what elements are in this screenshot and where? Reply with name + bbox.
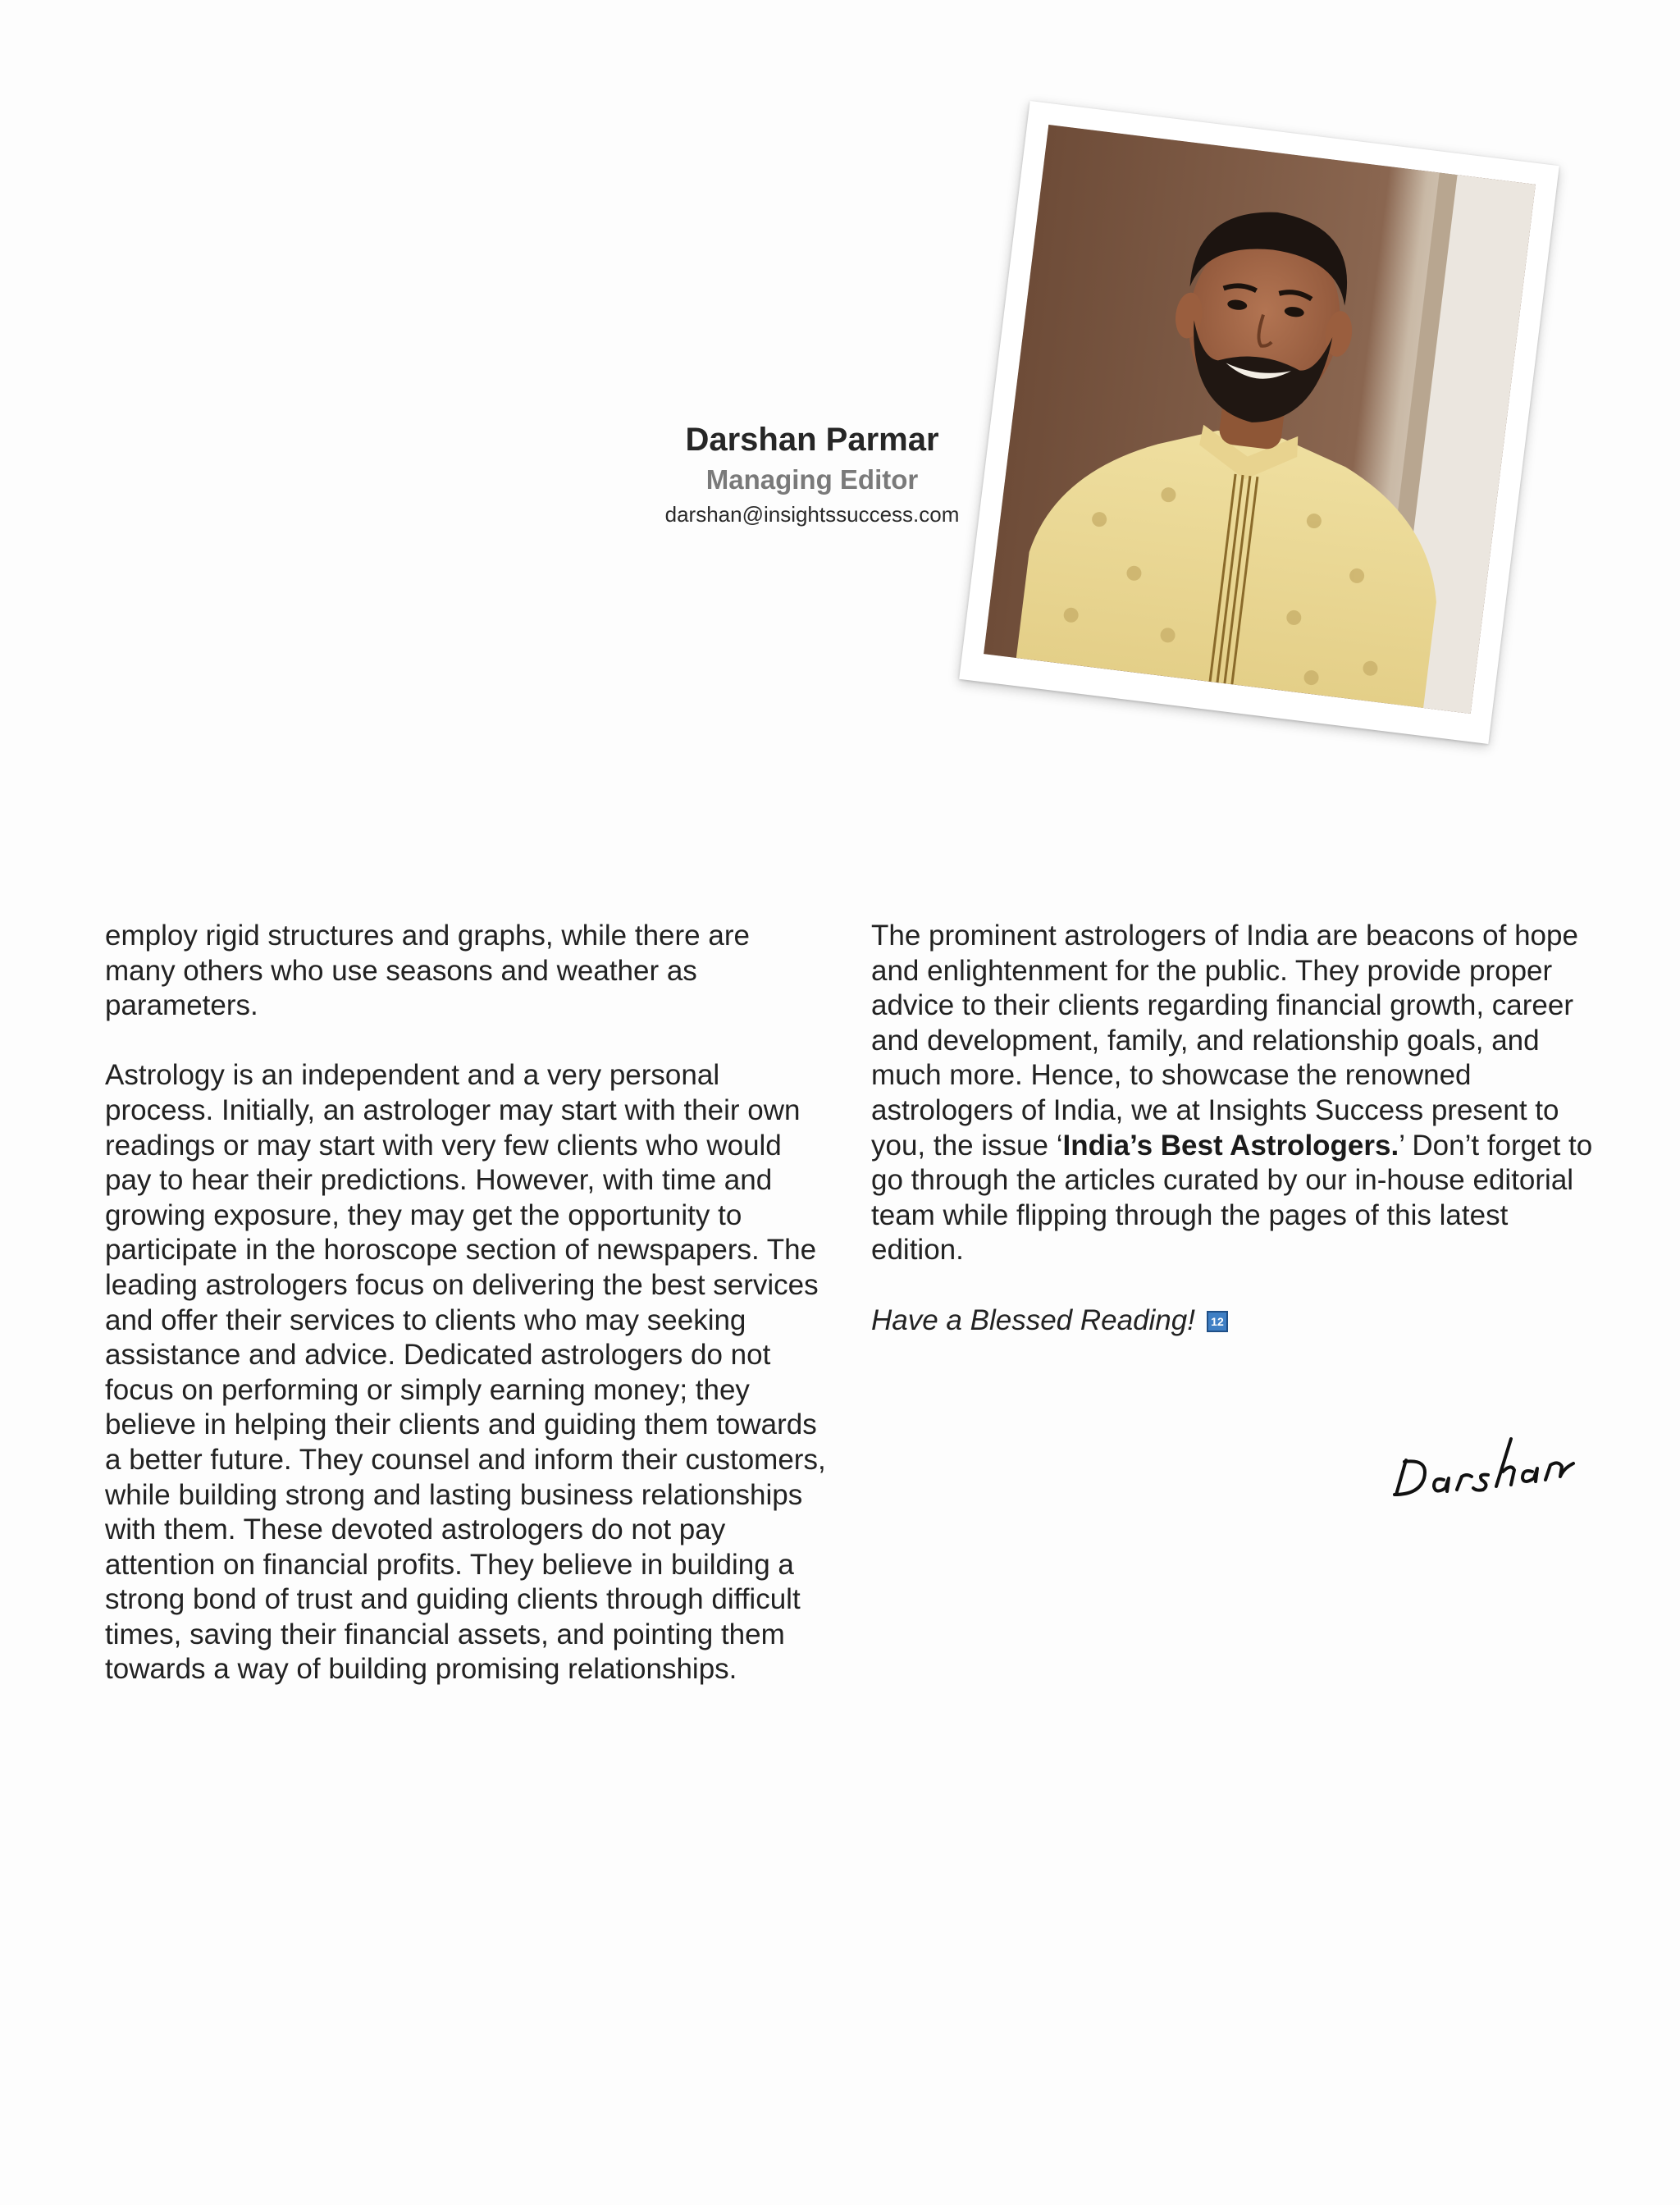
portrait-illustration (984, 125, 1536, 714)
editor-email[interactable]: darshan@insightssuccess.com (664, 502, 960, 527)
issue-title: India’s Best Astrologers. (1062, 1129, 1399, 1162)
left-text-column (105, 919, 827, 1723)
editor-name: Darshan Parmar (685, 422, 939, 458)
right-paragraph-1 (871, 919, 1593, 1268)
end-mark-icon: 12 (1207, 1311, 1228, 1332)
right-paragraph-1-tail: ’ Don’t forget to go through the articles curated by our in-house editorial team while flipping through the pages of this latest edition. (871, 1129, 1593, 1267)
left-paragraph-1: employ rigid structures and graphs, while there are many others who use seasons and weather as parameters. (105, 920, 750, 1022)
closing-line (871, 1303, 1593, 1339)
polaroid-frame (959, 101, 1559, 744)
right-text-column (871, 919, 1593, 1338)
left-paragraph-2: Astrology is an independent and a very personal process. Initially, an astrologer may start with their own readings or may start with very few clients who would pay to hear their predictions. However, with time and growing exposure, they may get the opportunity to participate in the horoscope section of newspapers. The leading astrologers focus on delivering the best services and offer their services to clients who may seeking assistance and advice. Dedicated astrologers do not focus on performing or simply earning money; they believe in helping their clients and guiding them towards a better future. They counsel and inform their customers, while building strong and lasting business relationships with them. These devoted astrologers do not pay attention on financial profits. They believe in building a strong bond of trust and guiding clients through difficult times, saving their financial assets, and pointing them towards a way of building promising relationships. (105, 1059, 826, 1686)
right-paragraph-1-lead: The prominent astrologers of India are beacons of hope and enlightenment for the public. They provide proper advice to their clients regarding financial growth, career and development, family, and relationship goals, and much more. Hence, to showcase the renowned astrologers of India, we at Insights Success present to you, the issue ‘ (871, 920, 1578, 1162)
editor-title: Managing Editor (705, 464, 919, 495)
closing-text: Have a Blessed Reading! (871, 1303, 1195, 1336)
signature (1386, 1419, 1583, 1509)
editor-credit (607, 418, 1017, 530)
editor-photo (984, 125, 1536, 714)
